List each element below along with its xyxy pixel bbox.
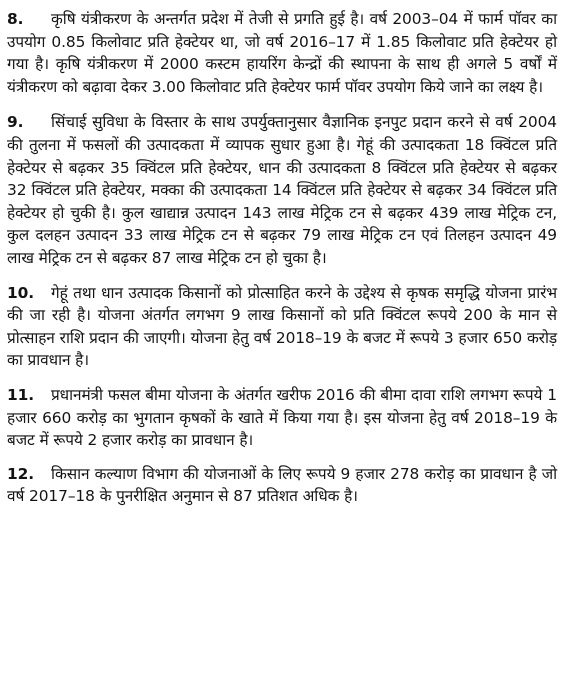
paragraph-text: प्रधानमंत्री फसल बीमा योजना के अंतर्गत खरीफ 2016 की बीमा दावा राशि लगभग रूपये 1 हजार 660 करोड़ का भुगतान कृषकों के खाते में किया गया है। इस योजना हेतु वर्ष 2018–19 के बजट में रूपये 2 हजार करोड़ का प्रावधान है।	[7, 385, 557, 450]
paragraph-text: सिंचाई सुविधा के विस्तार के साथ उपर्युक्तानुसार वैज्ञानिक इनपुट प्रदान करने से वर्ष 2004 की तुलना में फसलों की उत्पादकता में व्यापक सुधार हुआ है। गेहूं की उत्पादकता 18 क्विंटल प्रति हेक्टेयर से बढ़कर 35 क्विंटल प्रति हेक्टेयर, धान की उत्पादकता 8 क्विंटल प्रति हेक्टेयर से बढ़कर 32 क्विंटल प्रति हेक्टेयर, मक्का की उत्पादकता 14 क्विंटल प्रति हेक्टेयर से बढ़कर 34 क्विंटल प्रति हेक्टेयर हो चुकी है। कुल खाद्यान्न उत्पादन 143 लाख मेट्रिक टन से बढ़कर 439 लाख मेट्रिक टन, कुल दलहन उत्पादन 33 लाख मेट्रिक टन से बढ़कर 79 लाख मेट्रिक टन एवं तिलहन उत्पादन 49 लाख मेट्रिक टन से बढ़कर 87 लाख मेट्रिक टन हो चुका है।	[7, 113, 557, 267]
paragraph-text: किसान कल्याण विभाग की योजनाओं के लिए रूपये 9 हजार 278 करोड़ का प्रावधान है जो वर्ष 2017–18 के पुनरीक्षित अनुमान से 87 प्रतिशत अधिक है।	[7, 464, 557, 506]
paragraph-text: कृषि यंत्रीकरण के अन्तर्गत प्रदेश में तेजी से प्रगति हुई है। वर्ष 2003–04 में फार्म पॉवर का उपयोग 0.85 किलोवाट प्रति हेक्टेयर था, जो वर्ष 2016–17 में 1.85 किलोवाट प्रति हेक्टेयर हो गया है। कृषि यंत्रीकरण में 2000 कस्टम हायरिंग केन्द्रों की स्थापना के साथ ही अगले 5 वर्षों में यंत्रीकरण को बढ़ावा देकर 3.00 किलोवाट प्रति हेक्टेयर फार्म पॉवर उपयोग किये जाने का लक्ष्य है।	[7, 10, 557, 96]
paragraph-number: 10.	[7, 283, 34, 302]
paragraph-number: 11.	[7, 385, 34, 404]
paragraph-text: गेहूं तथा धान उत्पादक किसानों को प्रोत्साहित करने के उद्देश्य से कृषक समृद्धि योजना प्रारंभ की जा रही है। योजना अंतर्गत लगभग 9 लाख किसानों को प्रति क्विंटल रूपये 200 के मान से प्रोत्साहन राशि प्रदान की जाएगी। योजना हेतु वर्ष 2018–19 के बजट में रूपये 3 हजार 650 करोड़ का प्रावधान है।	[7, 283, 557, 370]
paragraph-number: 8.	[7, 10, 24, 28]
paragraph-number: 12.	[7, 464, 34, 483]
paragraph-8	[7, 8, 557, 98]
paragraph-10	[7, 282, 557, 372]
paragraph-number: 9.	[7, 113, 24, 132]
paragraph-12	[7, 463, 557, 508]
paragraph-11	[7, 384, 557, 452]
paragraph-9	[7, 111, 557, 269]
